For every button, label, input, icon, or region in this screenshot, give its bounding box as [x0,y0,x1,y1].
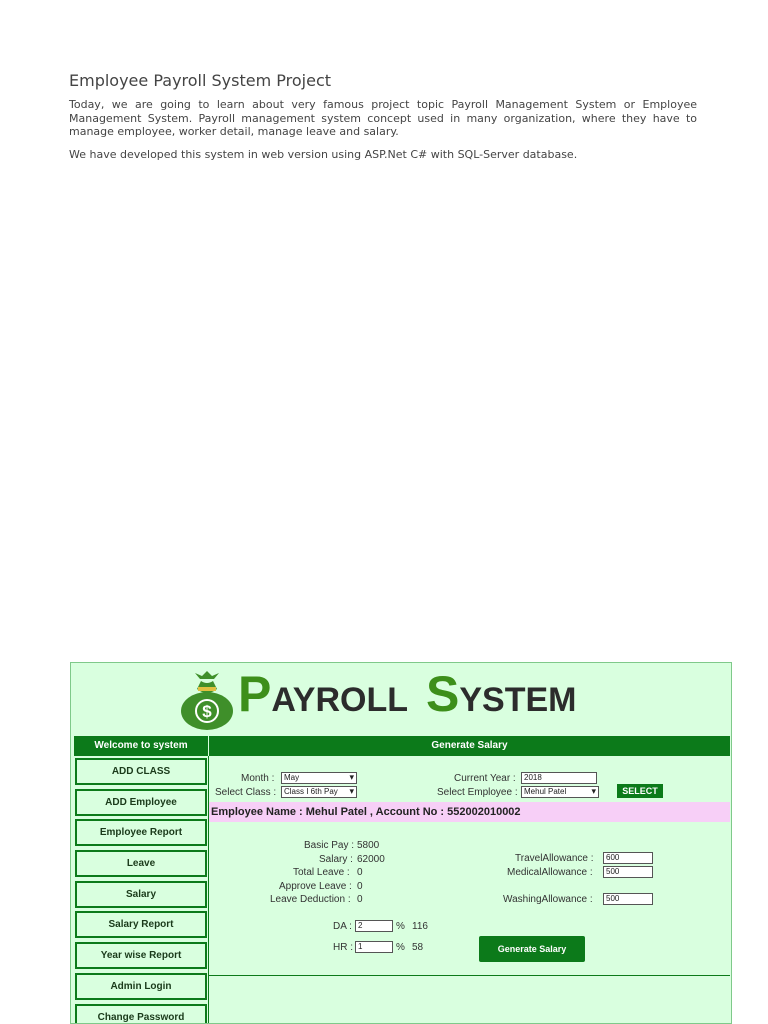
employee-select[interactable]: Mehul Patel ▾ [521,786,599,798]
class-select[interactable]: Class I 6th Pay ▾ [281,786,357,798]
travel-allowance-input[interactable]: 600 [603,852,653,864]
employee-label: Select Employee : [437,787,518,798]
menu-year-wise-report-button[interactable]: Year wise Report [75,942,207,969]
menu-change-password-button[interactable]: Change Password [75,1004,207,1024]
year-input[interactable]: 2018 [521,772,597,784]
menu-add-class-button[interactable]: ADD CLASS [75,758,207,785]
menu-salary-report-button[interactable]: Salary Report [75,911,207,938]
da-label: DA : [333,921,352,932]
menu-leave-button[interactable]: Leave [75,850,207,877]
menu-admin-login-button[interactable]: Admin Login [75,973,207,1000]
menu-employee-report-button[interactable]: Employee Report [75,819,207,846]
washing-allowance-input[interactable]: 500 [603,893,653,905]
sidebar-menu [75,758,207,1024]
approve-leave-label: Approve Leave : [279,881,352,892]
da-input[interactable]: 2 [355,920,393,932]
travel-allowance-label: TravelAllowance : [515,853,594,864]
da-percent: % [396,921,405,932]
app-screenshot [70,662,732,1024]
employee-info-band: Employee Name : Mehul Patel , Account No : 552002010002 [209,802,730,822]
approve-leave-value: 0 [357,881,363,892]
welcome-header: Welcome to system [74,736,208,756]
medical-allowance-input[interactable]: 500 [603,866,653,878]
app-banner [71,663,732,735]
year-label: Current Year : [454,773,516,784]
total-leave-label: Total Leave : [293,867,350,878]
select-button[interactable]: SELECT [617,784,663,798]
money-bag-icon [179,669,235,731]
dollar-symbol: $ [202,702,212,721]
leave-deduction-value: 0 [357,894,363,905]
salary-value: 62000 [357,854,385,865]
leave-deduction-label: Leave Deduction : [270,894,351,905]
generate-salary-button[interactable]: Generate Salary [479,936,585,962]
hr-amount: 58 [412,942,424,953]
generate-salary-header: Generate Salary [209,736,730,756]
salary-label: Salary : [319,854,353,865]
basic-pay-label: Basic Pay : [304,840,355,851]
article-paragraph-intro: Today, we are going to learn about very famous project topic Payroll Management System or Employee Management System. Payroll management system concept used in many organization, where they have to manage employee, worker detail, manage leave and salary. [69,98,697,138]
basic-pay-value: 5800 [357,840,380,851]
menu-add-employee-button[interactable]: ADD Employee [75,789,207,816]
da-amount: 116 [412,921,428,932]
article-paragraph-tech: We have developed this system in web version using ASP.Net C# with SQL-Server database. [69,148,578,161]
form-bottom-divider [209,975,730,976]
hr-percent: % [396,942,405,953]
generate-salary-form [209,756,730,976]
article-title: Employee Payroll System Project [69,71,332,90]
app-title: PAYROLL SYSTEM [238,666,577,722]
class-label: Select Class : [215,787,277,798]
total-leave-value: 0 [357,867,363,878]
medical-allowance-label: MedicalAllowance : [507,867,593,878]
washing-allowance-label: WashingAllowance : [503,894,593,905]
month-label: Month : [241,773,275,784]
month-select[interactable]: May ▾ [281,772,357,784]
hr-label: HR : [333,942,353,953]
hr-input[interactable]: 1 [355,941,393,953]
menu-salary-button[interactable]: Salary [75,881,207,908]
